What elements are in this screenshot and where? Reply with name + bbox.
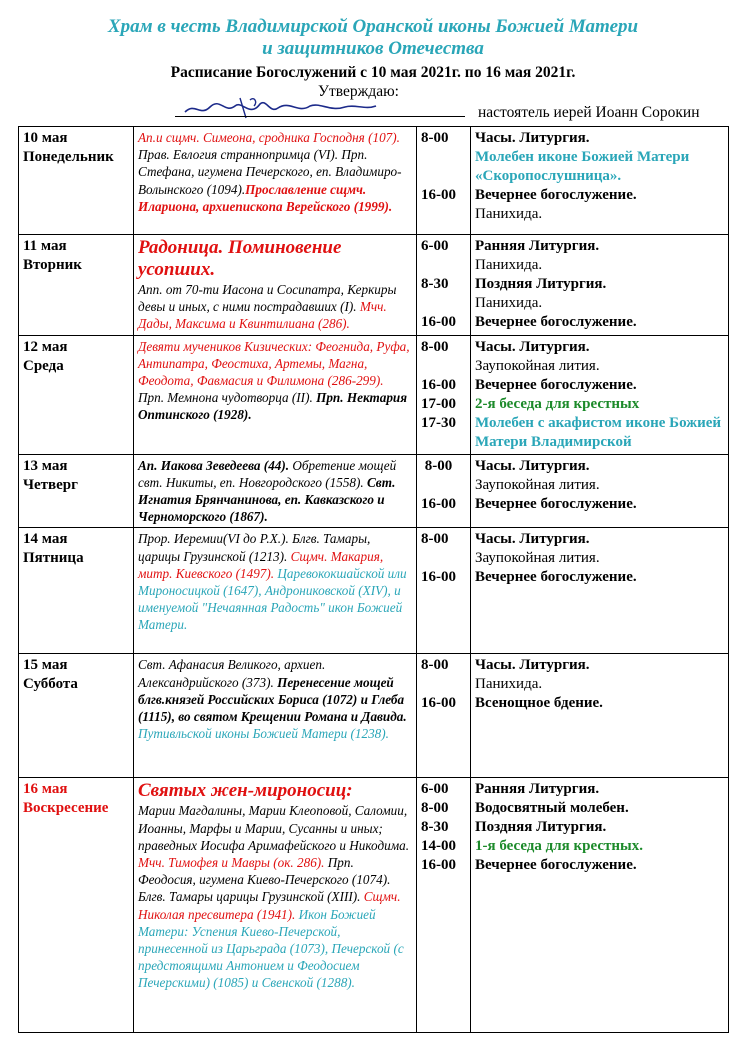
day-cell [19,127,134,235]
day-weekday: Воскресение [23,800,109,817]
saints-cell [134,454,417,528]
services-cell [471,335,729,454]
service-name: Всенощное бдение. [475,695,603,712]
saint-commemoration: Апп. от 70-ти Иасона и Сосипатра, Керкиры девы и иных, с ними пострадавших (I). [138,282,397,315]
times-cell [417,778,471,1033]
service-time: 17-00 [421,395,456,412]
day-weekday: Пятница [23,550,84,567]
saint-commemoration: Прп. Нектария Оптинского (1928). [138,390,408,423]
saint-commemoration: Прп. Мемнона чудотворца (II). [138,390,317,406]
day-date: 13 мая [23,457,68,474]
service-name: Панихида. [475,206,543,222]
saint-commemoration: Икон Божией Матери: Успения Киево-Печерской, принесенной из Царьграда (1073), Печерской (с предстоящими Антонием и Феодосием Печерскими) (1085) и Свенской (1288). [138,906,404,991]
service-time: 17-30 [421,414,456,431]
service-time: 14-00 [421,838,456,855]
service-time: 16-00 [421,569,456,586]
day-row [19,235,729,336]
service-time [421,357,466,376]
saint-commemoration: Мчч. Дады, Максима и Квинтилиана (286). [138,299,387,332]
schedule-table [18,126,729,1033]
service-time: 8-30 [421,819,449,836]
saints-cell [134,335,417,454]
service-time: 16-00 [421,314,456,330]
saint-commemoration: Ап. Иакова Зеведеева (44). [138,457,290,473]
saints-text [138,656,412,742]
signature-line [175,116,465,117]
saint-commemoration: Сщмч. Николая пресвитера (1941). [138,889,401,922]
saint-commemoration: Прп. Феодосия, игумена Киево-Печерского (1074). Блгв. Тамары царицы Грузинской (XIII). [138,855,391,905]
saints-text [138,530,412,633]
saint-commemoration: Царевококшайской или Мироносицкой (1647), Андрониковской (XIV), и именуемой "Нечаянная Радость" икон Божией Матери. [138,565,407,633]
saints-text [138,338,412,424]
day-row [19,654,729,778]
saint-commemoration: Девяти мучеников Кизических: Феогнида, Руфа, Антипатра, Феостиха, Артемы, Магна, Феодота, Фавмасия и Филимона (286-299). [138,338,410,389]
service-name: Молебен с акафистом иконе Божией Матери Владимирской [475,414,722,450]
service-name: Часы. Литургия. [475,130,590,146]
times-cell [417,528,471,654]
service-name: Панихида. [475,676,543,693]
schedule-subtitle: Расписание Богослужений с 10 мая 2021г. по 16 мая 2021г. [170,64,576,81]
saints-text [138,129,412,215]
saints-text [138,457,412,526]
saints-cell [134,654,417,778]
day-date: 16 мая [23,781,68,798]
day-cell [19,235,134,336]
saints-cell [134,235,417,336]
handwritten-signature [180,92,380,122]
saint-commemoration: Радоница. Поминовение усопших. [138,237,342,280]
service-time: 8-00 [421,457,453,474]
day-weekday: Понедельник [23,149,114,165]
service-name: Заупокойная лития. [475,476,600,493]
service-name: Водосвятный молебен. [475,800,629,817]
services-cell [471,127,729,235]
service-time [421,256,466,275]
approve-label: Утверждаю: [318,83,399,100]
day-row [19,454,729,528]
saints-cell [134,528,417,654]
saint-commemoration: Прав. Евлогия страннопримца (VI). Прп. Стефана, игумена Печерского, еп. Владимиро-Волынского (1094). [138,147,402,197]
day-date: 10 мая [23,130,68,146]
saint-commemoration: Мчч. Тимофея и Мавры (ок. 286). [138,855,325,871]
service-time [421,549,466,568]
day-cell [19,335,134,454]
day-row [19,127,729,235]
service-time: 6-00 [421,781,449,798]
saint-commemoration: Прославление сщмч. Илариона, архиепископа Верейского (1999). [138,181,393,214]
day-date: 14 мая [23,531,68,548]
service-time: 8-30 [421,276,449,292]
service-name: Поздняя Литургия. [475,276,607,292]
church-title: Храм в честь Владимирской Оранской иконы Божией Матери [107,16,639,37]
saint-commemoration: Свт. Игнатия Брянчанинова, еп. Кавказского и Черноморского (1867). [138,474,396,525]
saint-commemoration: Обретение мощей свт. Никиты, еп. Новгородского (1558). [138,457,397,490]
service-time [421,294,466,313]
saint-commemoration: Святых жен-мироносиц: [138,780,353,802]
service-time [421,675,466,694]
service-name: Вечернее богослужение. [475,314,637,330]
day-weekday: Четверг [23,476,78,493]
day-weekday: Вторник [23,257,82,273]
services-cell [471,654,729,778]
service-time: 16-00 [421,376,456,393]
service-name: 2-я беседа для крестных [475,395,640,412]
saints-text [138,780,412,991]
day-row [19,335,729,454]
service-time: 16-00 [421,695,456,712]
service-time: 8-00 [421,531,449,548]
day-cell [19,778,134,1033]
services-cell [471,235,729,336]
day-row [19,528,729,654]
saint-commemoration: Прор. Иеремии(VI до Р.Х.). Блгв. Тамары, царицы Грузинской (1213). [138,531,371,564]
service-time: 16-00 [421,187,456,203]
service-time: 16-00 [421,495,456,512]
times-cell [417,454,471,528]
service-time: 6-00 [421,238,449,254]
times-cell [417,235,471,336]
service-time: 8-00 [421,657,449,674]
service-time: 8-00 [421,338,449,355]
rector-name: настоятель иерей Иоанн Сорокин [478,104,700,121]
times-cell [417,654,471,778]
day-date: 12 мая [23,338,68,355]
service-name: Вечернее богослужение. [475,569,637,586]
service-name: Молебен иконе Божией Матери «Скоропослушница». [475,149,690,184]
service-name: Вечернее богослужение. [475,376,637,393]
day-row [19,778,729,1033]
saint-commemoration: Перенесение мощей блгв.князей Российских Бориса (1072) и Глеба (1115), во святом Крещении Романа и Давида. [138,674,407,725]
service-name: Заупокойная лития. [475,550,600,567]
times-cell [417,127,471,235]
times-cell [417,335,471,454]
saint-commemoration: Марии Магдалины, Марии Клеоповой, Саломии, Иоанны, Марфы и Марии, Сусанны и иных; праведных Иосифа Аримафейского и Никодима. [138,803,410,853]
saint-commemoration: Путивльской иконы Божией Матери (1238). [138,726,389,742]
day-weekday: Суббота [23,676,78,693]
service-name: Поздняя Литургия. [475,819,607,836]
service-name: Вечернее богослужение. [475,495,637,512]
service-time: 8-00 [421,130,449,146]
day-date: 15 мая [23,657,68,674]
saint-commemoration: Ап.и сщмч. Симеона, сродника Господня (107). [138,130,400,145]
day-cell [19,528,134,654]
day-cell [19,654,134,778]
services-cell [471,454,729,528]
service-name: Заупокойная лития. [475,357,600,374]
service-time [421,167,466,186]
service-name: Вечернее богослужение. [475,187,637,203]
services-cell [471,778,729,1033]
service-name: Ранняя Литургия. [475,238,600,254]
day-cell [19,454,134,528]
service-name: Панихида. [475,257,543,273]
service-name: Часы. Литургия. [475,457,590,474]
service-name: Ранняя Литургия. [475,781,600,798]
saints-text [138,237,412,333]
service-time [421,148,466,167]
service-name: Часы. Литургия. [475,338,590,355]
saint-commemoration: Сщмч. Макария, митр. Киевского (1497). [138,548,384,581]
day-date: 11 мая [23,238,67,254]
service-time: 8-00 [421,800,449,817]
service-name: Панихида. [475,295,543,311]
service-time: 16-00 [421,857,456,874]
service-time [421,476,466,495]
saint-commemoration: Свт. Афанасия Великого, архиеп. Александрийского (373). [138,657,326,690]
service-name: Часы. Литургия. [475,531,590,548]
service-name: Вечернее богослужение. [475,857,637,874]
service-name: Часы. Литургия. [475,657,590,674]
church-title-line2: и защитников Отечества [262,38,484,59]
services-cell [471,528,729,654]
saints-cell [134,127,417,235]
day-weekday: Среда [23,357,64,374]
service-name: 1-я беседа для крестных. [475,838,643,855]
saints-cell [134,778,417,1033]
